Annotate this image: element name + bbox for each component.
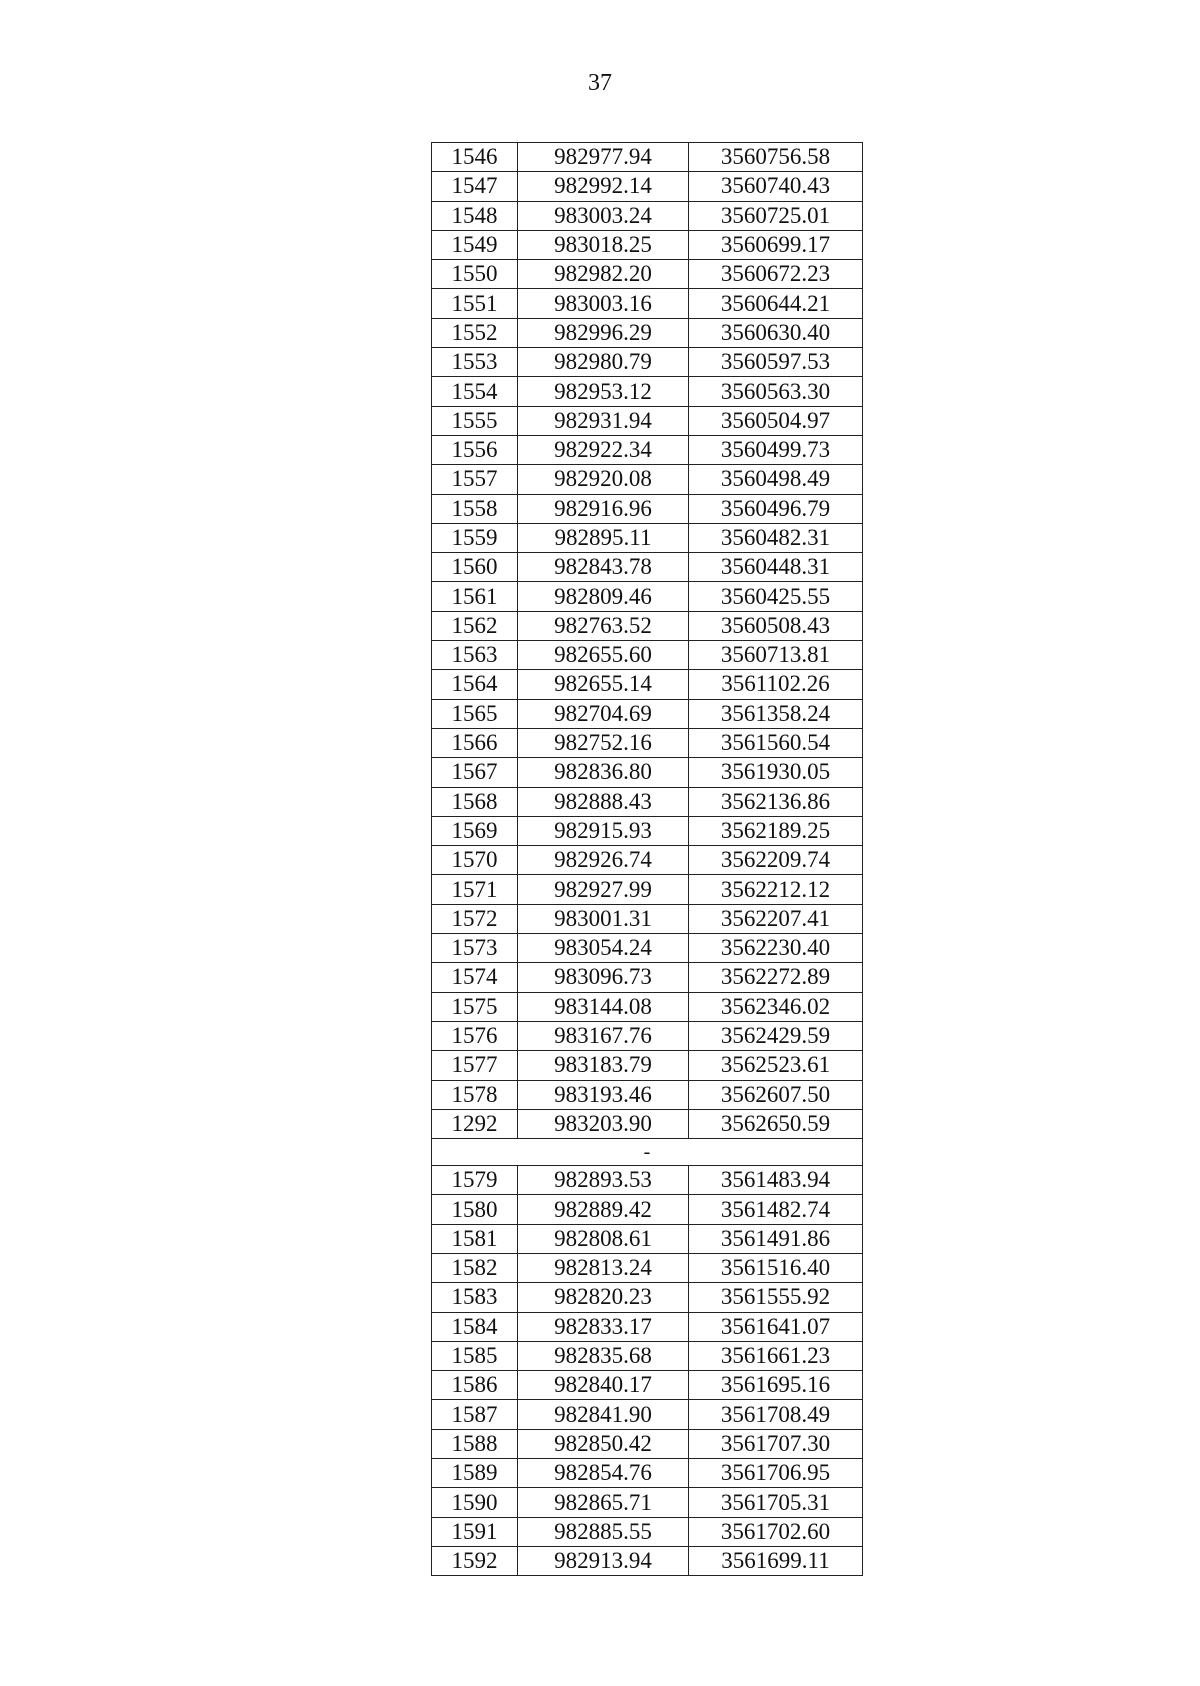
y-coordinate-cell: 3560756.58 <box>689 143 863 172</box>
y-coordinate-cell: 3560672.23 <box>689 260 863 289</box>
table-row <box>432 143 863 172</box>
x-coordinate-cell: 982953.12 <box>518 377 689 406</box>
point-number-cell: 1572 <box>432 904 518 933</box>
x-coordinate-cell: 983096.73 <box>518 963 689 992</box>
point-number-cell: 1556 <box>432 435 518 464</box>
y-coordinate-cell: 3562607.50 <box>689 1080 863 1109</box>
point-number-cell: 1546 <box>432 143 518 172</box>
y-coordinate-cell: 3561695.16 <box>689 1371 863 1400</box>
y-coordinate-cell: 3561699.11 <box>689 1546 863 1575</box>
x-coordinate-cell: 982982.20 <box>518 260 689 289</box>
point-number-cell: 1580 <box>432 1195 518 1224</box>
x-coordinate-cell: 983183.79 <box>518 1051 689 1080</box>
table-row <box>432 1488 863 1517</box>
y-coordinate-cell: 3560713.81 <box>689 641 863 670</box>
x-coordinate-cell: 982888.43 <box>518 787 689 816</box>
point-number-cell: 1554 <box>432 377 518 406</box>
x-coordinate-cell: 982895.11 <box>518 523 689 552</box>
x-coordinate-cell: 982915.93 <box>518 816 689 845</box>
table-row <box>432 728 863 757</box>
y-coordinate-cell: 3562136.86 <box>689 787 863 816</box>
x-coordinate-cell: 982913.94 <box>518 1546 689 1575</box>
table-row <box>432 875 863 904</box>
y-coordinate-cell: 3561930.05 <box>689 758 863 787</box>
x-coordinate-cell: 983193.46 <box>518 1080 689 1109</box>
y-coordinate-cell: 3560508.43 <box>689 611 863 640</box>
x-coordinate-cell: 982808.61 <box>518 1224 689 1253</box>
point-number-cell: 1548 <box>432 201 518 230</box>
point-number-cell: 1571 <box>432 875 518 904</box>
y-coordinate-cell: 3561491.86 <box>689 1224 863 1253</box>
table-row <box>432 582 863 611</box>
table-row <box>432 1283 863 1312</box>
table-row <box>432 553 863 582</box>
table-row <box>432 641 863 670</box>
y-coordinate-cell: 3561702.60 <box>689 1517 863 1546</box>
x-coordinate-cell: 982926.74 <box>518 846 689 875</box>
table-row <box>432 523 863 552</box>
table-row <box>432 904 863 933</box>
x-coordinate-cell: 982836.80 <box>518 758 689 787</box>
point-number-cell: 1547 <box>432 172 518 201</box>
point-number-cell: 1558 <box>432 494 518 523</box>
x-coordinate-cell: 982889.42 <box>518 1195 689 1224</box>
y-coordinate-cell: 3560563.30 <box>689 377 863 406</box>
x-coordinate-cell: 982813.24 <box>518 1253 689 1282</box>
y-coordinate-cell: 3560740.43 <box>689 172 863 201</box>
point-number-cell: 1568 <box>432 787 518 816</box>
table-row <box>432 230 863 259</box>
x-coordinate-cell: 982704.69 <box>518 699 689 728</box>
table-row <box>432 318 863 347</box>
table-row <box>432 1021 863 1050</box>
x-coordinate-cell: 982885.55 <box>518 1517 689 1546</box>
y-coordinate-cell: 3562207.41 <box>689 904 863 933</box>
x-coordinate-cell: 982655.60 <box>518 641 689 670</box>
table-row <box>432 611 863 640</box>
table-row <box>432 1400 863 1429</box>
x-coordinate-cell: 983003.16 <box>518 289 689 318</box>
table-row <box>432 1109 863 1138</box>
y-coordinate-cell: 3560448.31 <box>689 553 863 582</box>
x-coordinate-cell: 983003.24 <box>518 201 689 230</box>
y-coordinate-cell: 3560498.49 <box>689 465 863 494</box>
x-coordinate-cell: 982931.94 <box>518 406 689 435</box>
x-coordinate-cell: 983054.24 <box>518 934 689 963</box>
separator-cell: - <box>432 1139 863 1166</box>
y-coordinate-cell: 3561482.74 <box>689 1195 863 1224</box>
y-coordinate-cell: 3560644.21 <box>689 289 863 318</box>
table-row <box>432 1517 863 1546</box>
x-coordinate-cell: 982920.08 <box>518 465 689 494</box>
x-coordinate-cell: 982835.68 <box>518 1341 689 1370</box>
point-number-cell: 1567 <box>432 758 518 787</box>
y-coordinate-cell: 3560725.01 <box>689 201 863 230</box>
y-coordinate-cell: 3560630.40 <box>689 318 863 347</box>
table-row <box>432 758 863 787</box>
point-number-cell: 1584 <box>432 1312 518 1341</box>
point-number-cell: 1565 <box>432 699 518 728</box>
x-coordinate-cell: 982980.79 <box>518 348 689 377</box>
point-number-cell: 1551 <box>432 289 518 318</box>
y-coordinate-cell: 3561708.49 <box>689 1400 863 1429</box>
x-coordinate-cell: 982996.29 <box>518 318 689 347</box>
point-number-cell: 1557 <box>432 465 518 494</box>
point-number-cell: 1585 <box>432 1341 518 1370</box>
point-number-cell: 1560 <box>432 553 518 582</box>
y-coordinate-cell: 3561706.95 <box>689 1459 863 1488</box>
x-coordinate-cell: 982809.46 <box>518 582 689 611</box>
point-number-cell: 1552 <box>432 318 518 347</box>
separator-row <box>432 1139 863 1166</box>
table-row <box>432 289 863 318</box>
table-row <box>432 1253 863 1282</box>
point-number-cell: 1570 <box>432 846 518 875</box>
table-row <box>432 435 863 464</box>
y-coordinate-cell: 3560482.31 <box>689 523 863 552</box>
table-row <box>432 1166 863 1195</box>
point-number-cell: 1578 <box>432 1080 518 1109</box>
y-coordinate-cell: 3560496.79 <box>689 494 863 523</box>
y-coordinate-cell: 3562346.02 <box>689 992 863 1021</box>
y-coordinate-cell: 3562209.74 <box>689 846 863 875</box>
x-coordinate-cell: 983001.31 <box>518 904 689 933</box>
table-row <box>432 377 863 406</box>
coordinates-section-1 <box>432 143 863 1139</box>
point-number-cell: 1592 <box>432 1546 518 1575</box>
table-row <box>432 1341 863 1370</box>
y-coordinate-cell: 3560597.53 <box>689 348 863 377</box>
x-coordinate-cell: 982833.17 <box>518 1312 689 1341</box>
x-coordinate-cell: 982843.78 <box>518 553 689 582</box>
point-number-cell: 1581 <box>432 1224 518 1253</box>
x-coordinate-cell: 982752.16 <box>518 728 689 757</box>
table-row <box>432 1312 863 1341</box>
table-row <box>432 172 863 201</box>
coordinates-section-2 <box>432 1166 863 1576</box>
table-row <box>432 992 863 1021</box>
x-coordinate-cell: 982763.52 <box>518 611 689 640</box>
point-number-cell: 1562 <box>432 611 518 640</box>
point-number-cell: 1589 <box>432 1459 518 1488</box>
table-row <box>432 348 863 377</box>
y-coordinate-cell: 3561560.54 <box>689 728 863 757</box>
y-coordinate-cell: 3560699.17 <box>689 230 863 259</box>
x-coordinate-cell: 982916.96 <box>518 494 689 523</box>
y-coordinate-cell: 3561358.24 <box>689 699 863 728</box>
x-coordinate-cell: 982865.71 <box>518 1488 689 1517</box>
page-number: 37 <box>588 70 612 96</box>
y-coordinate-cell: 3562230.40 <box>689 934 863 963</box>
y-coordinate-cell: 3562650.59 <box>689 1109 863 1138</box>
table-row <box>432 465 863 494</box>
table-row <box>432 1224 863 1253</box>
x-coordinate-cell: 982854.76 <box>518 1459 689 1488</box>
table-row <box>432 406 863 435</box>
point-number-cell: 1577 <box>432 1051 518 1080</box>
x-coordinate-cell: 982927.99 <box>518 875 689 904</box>
y-coordinate-cell: 3561641.07 <box>689 1312 863 1341</box>
point-number-cell: 1591 <box>432 1517 518 1546</box>
point-number-cell: 1579 <box>432 1166 518 1195</box>
x-coordinate-cell: 982655.14 <box>518 670 689 699</box>
table-row <box>432 963 863 992</box>
y-coordinate-cell: 3562272.89 <box>689 963 863 992</box>
table-row <box>432 846 863 875</box>
y-coordinate-cell: 3560425.55 <box>689 582 863 611</box>
table-row <box>432 1546 863 1575</box>
x-coordinate-cell: 982977.94 <box>518 143 689 172</box>
point-number-cell: 1586 <box>432 1371 518 1400</box>
y-coordinate-cell: 3561555.92 <box>689 1283 863 1312</box>
y-coordinate-cell: 3562212.12 <box>689 875 863 904</box>
y-coordinate-cell: 3562523.61 <box>689 1051 863 1080</box>
table-row <box>432 1371 863 1400</box>
point-number-cell: 1561 <box>432 582 518 611</box>
x-coordinate-cell: 983018.25 <box>518 230 689 259</box>
point-number-cell: 1550 <box>432 260 518 289</box>
point-number-cell: 1590 <box>432 1488 518 1517</box>
point-number-cell: 1574 <box>432 963 518 992</box>
y-coordinate-cell: 3561483.94 <box>689 1166 863 1195</box>
x-coordinate-cell: 982850.42 <box>518 1429 689 1458</box>
x-coordinate-cell: 982841.90 <box>518 1400 689 1429</box>
x-coordinate-cell: 982893.53 <box>518 1166 689 1195</box>
table-row <box>432 1051 863 1080</box>
table-row <box>432 670 863 699</box>
point-number-cell: 1573 <box>432 934 518 963</box>
table-row <box>432 1080 863 1109</box>
x-coordinate-cell: 982840.17 <box>518 1371 689 1400</box>
point-number-cell: 1292 <box>432 1109 518 1138</box>
y-coordinate-cell: 3562189.25 <box>689 816 863 845</box>
section-separator <box>432 1139 863 1166</box>
x-coordinate-cell: 983203.90 <box>518 1109 689 1138</box>
table-row <box>432 201 863 230</box>
point-number-cell: 1566 <box>432 728 518 757</box>
point-number-cell: 1582 <box>432 1253 518 1282</box>
table-row <box>432 816 863 845</box>
x-coordinate-cell: 982992.14 <box>518 172 689 201</box>
point-number-cell: 1559 <box>432 523 518 552</box>
point-number-cell: 1587 <box>432 1400 518 1429</box>
y-coordinate-cell: 3560504.97 <box>689 406 863 435</box>
table-row <box>432 1429 863 1458</box>
point-number-cell: 1583 <box>432 1283 518 1312</box>
point-number-cell: 1588 <box>432 1429 518 1458</box>
x-coordinate-cell: 982922.34 <box>518 435 689 464</box>
table-row <box>432 1459 863 1488</box>
y-coordinate-cell: 3561705.31 <box>689 1488 863 1517</box>
table-row <box>432 260 863 289</box>
point-number-cell: 1569 <box>432 816 518 845</box>
table-row <box>432 699 863 728</box>
point-number-cell: 1555 <box>432 406 518 435</box>
table-row <box>432 1195 863 1224</box>
y-coordinate-cell: 3560499.73 <box>689 435 863 464</box>
point-number-cell: 1563 <box>432 641 518 670</box>
table-row <box>432 494 863 523</box>
point-number-cell: 1575 <box>432 992 518 1021</box>
table-row <box>432 934 863 963</box>
y-coordinate-cell: 3561516.40 <box>689 1253 863 1282</box>
x-coordinate-cell: 983167.76 <box>518 1021 689 1050</box>
y-coordinate-cell: 3561661.23 <box>689 1341 863 1370</box>
coordinates-table <box>431 142 863 1576</box>
point-number-cell: 1553 <box>432 348 518 377</box>
x-coordinate-cell: 982820.23 <box>518 1283 689 1312</box>
y-coordinate-cell: 3562429.59 <box>689 1021 863 1050</box>
table-row <box>432 787 863 816</box>
point-number-cell: 1564 <box>432 670 518 699</box>
point-number-cell: 1549 <box>432 230 518 259</box>
point-number-cell: 1576 <box>432 1021 518 1050</box>
x-coordinate-cell: 983144.08 <box>518 992 689 1021</box>
y-coordinate-cell: 3561102.26 <box>689 670 863 699</box>
y-coordinate-cell: 3561707.30 <box>689 1429 863 1458</box>
